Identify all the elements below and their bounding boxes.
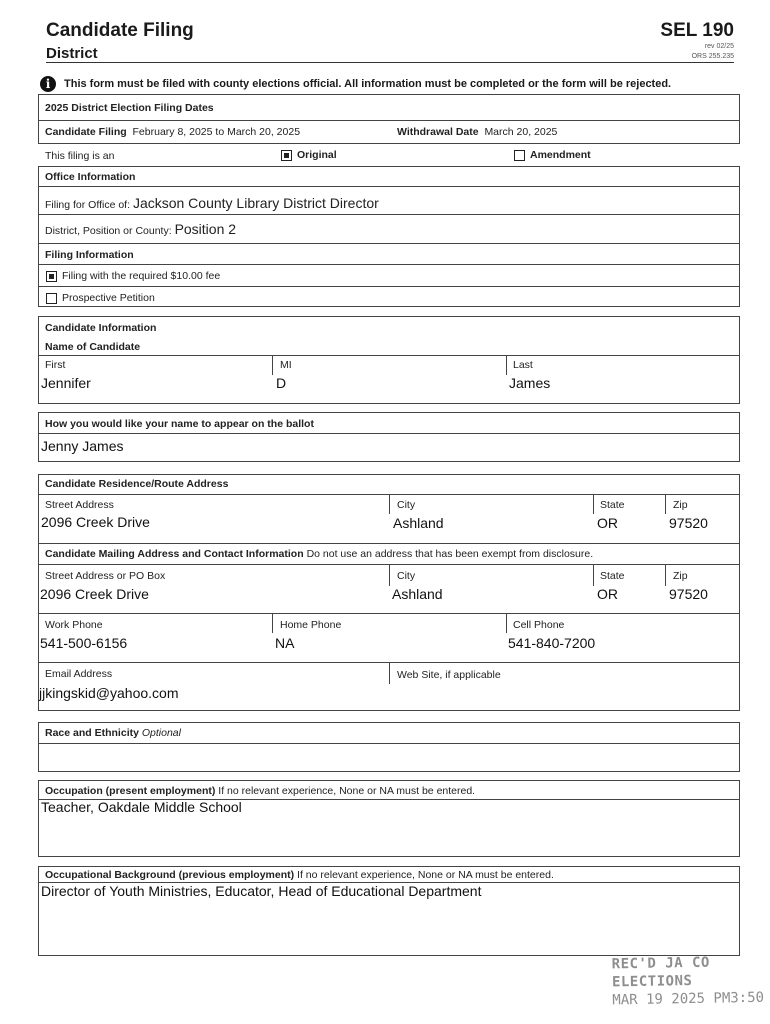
original-option[interactable] — [281, 149, 337, 161]
mailing-city-value[interactable]: Ashland — [392, 586, 443, 602]
mailing-heading-row — [45, 548, 593, 560]
divider — [38, 355, 740, 356]
cell-phone-label: Cell Phone — [513, 619, 565, 631]
office-heading: Office Information — [45, 171, 136, 183]
occupation-note: If no relevant experience, None or NA must be entered. — [218, 785, 476, 797]
original-checkbox[interactable] — [281, 150, 292, 161]
divider — [38, 243, 740, 244]
divider — [665, 564, 666, 586]
mailing-zip-value[interactable]: 97520 — [669, 586, 708, 602]
residence-zip-value[interactable]: 97520 — [669, 515, 708, 531]
district-label: District, Position or County: — [45, 225, 172, 237]
divider — [38, 286, 740, 287]
stamp-line-2: MAR 19 2025 PM3:50 — [612, 989, 765, 1009]
first-name-value[interactable]: Jennifer — [41, 375, 91, 391]
divider — [665, 494, 666, 514]
divider — [389, 494, 390, 514]
cell-phone-value[interactable]: 541-840-7200 — [508, 635, 596, 651]
residence-state-value[interactable]: OR — [597, 515, 618, 531]
background-heading-row — [45, 869, 554, 881]
divider — [38, 306, 740, 307]
occupation-heading: Occupation (present employment) — [45, 785, 216, 797]
divider — [506, 613, 507, 633]
mailing-state-label: State — [600, 570, 625, 582]
mailing-heading: Candidate Mailing Address and Contact Information — [45, 548, 304, 560]
divider — [38, 264, 740, 265]
work-phone-label: Work Phone — [45, 619, 103, 631]
petition-checkbox[interactable] — [46, 293, 57, 304]
residence-zip-label: Zip — [673, 499, 688, 511]
office-label: Filing for Office of: — [45, 199, 131, 211]
notice-text: This form must be filed with county elections official. All information must be completed or the form will be rejected. — [64, 78, 672, 90]
withdrawal-row — [397, 126, 557, 138]
divider — [389, 662, 390, 684]
fee-label: Filing with the required $10.00 fee — [62, 270, 221, 282]
filing-info-heading: Filing Information — [45, 249, 134, 261]
candidate-filing-row — [45, 126, 300, 138]
office-value: Jackson County Library District Director — [132, 195, 379, 211]
race-heading-row — [45, 727, 181, 739]
residence-city-label: City — [397, 499, 416, 511]
mi-label: MI — [280, 359, 292, 371]
ballot-name-heading: How you would like your name to appear on the ballot — [45, 418, 314, 430]
name-heading: Name of Candidate — [45, 341, 141, 353]
candidate-filing-label: Candidate Filing — [45, 126, 127, 138]
residence-street-value[interactable]: 2096 Creek Drive — [41, 514, 150, 530]
divider — [593, 564, 594, 586]
website-label: Web Site, if applicable — [397, 669, 501, 681]
background-value[interactable]: Director of Youth Ministries, Educator, Head of Educational Department — [41, 883, 482, 899]
form-subtitle: District — [46, 45, 98, 62]
divider — [38, 433, 740, 434]
last-name-value[interactable]: James — [509, 375, 551, 391]
residence-city-value[interactable]: Ashland — [393, 515, 444, 531]
residence-state-label: State — [600, 499, 625, 511]
divider — [272, 613, 273, 633]
divider — [38, 613, 740, 614]
candidate-heading: Candidate Information — [45, 322, 157, 334]
notice — [40, 76, 671, 92]
divider — [506, 355, 507, 375]
amendment-label: Amendment — [530, 149, 591, 161]
form-number: SEL 190 — [660, 20, 734, 41]
ballot-name-value[interactable]: Jenny James — [41, 438, 124, 454]
divider — [389, 564, 390, 586]
home-phone-label: Home Phone — [280, 619, 342, 631]
mi-value[interactable]: D — [276, 375, 287, 391]
original-label: Original — [297, 149, 337, 161]
office-field[interactable] — [45, 195, 379, 211]
stamp-line-1: REC'D JA CO ELECTIONS — [611, 954, 711, 991]
residence-heading: Candidate Residence/Route Address — [45, 478, 229, 490]
first-name-label: First — [45, 359, 66, 371]
district-value: Position 2 — [174, 221, 237, 237]
fee-option[interactable] — [46, 270, 220, 282]
work-phone-value[interactable]: 541-500-6156 — [40, 635, 128, 651]
form-revision — [692, 42, 734, 62]
divider — [593, 494, 594, 514]
email-label: Email Address — [45, 668, 113, 680]
background-heading: Occupational Background (previous employment) — [45, 869, 295, 881]
mailing-street-value[interactable]: 2096 Creek Drive — [40, 586, 149, 602]
divider — [38, 120, 740, 121]
fee-checkbox[interactable] — [46, 271, 57, 282]
info-icon: i — [40, 76, 56, 92]
statute-text: ORS 255.235 — [691, 53, 734, 60]
petition-label: Prospective Petition — [62, 292, 155, 304]
divider — [272, 355, 273, 375]
filing-type-label: This filing is an — [45, 150, 115, 162]
last-name-label: Last — [513, 359, 533, 371]
divider — [38, 743, 740, 744]
occupation-value[interactable]: Teacher, Oakdale Middle School — [41, 799, 242, 815]
petition-option[interactable] — [46, 292, 155, 304]
district-field[interactable] — [45, 221, 236, 237]
withdrawal-value: March 20, 2025 — [484, 126, 558, 138]
header-rule — [46, 62, 734, 63]
amendment-option[interactable] — [514, 149, 591, 161]
amendment-checkbox[interactable] — [514, 150, 525, 161]
home-phone-value[interactable]: NA — [275, 635, 295, 651]
mailing-city-label: City — [397, 570, 416, 582]
residence-street-label: Street Address — [45, 499, 114, 511]
mailing-zip-label: Zip — [673, 570, 688, 582]
occupation-heading-row — [45, 785, 475, 797]
mailing-street-label: Street Address or PO Box — [45, 570, 166, 582]
revision-text: rev 02/25 — [704, 43, 734, 50]
received-stamp — [612, 953, 770, 1010]
mailing-state-value[interactable]: OR — [597, 586, 618, 602]
divider — [38, 186, 740, 187]
background-note: If no relevant experience, None or NA must be entered. — [297, 869, 554, 881]
race-heading: Race and Ethnicity — [45, 727, 139, 739]
divider — [38, 214, 740, 215]
email-value[interactable]: jjkingskid@yahoo.com — [39, 685, 179, 701]
filing-dates-heading: 2025 District Election Filing Dates — [45, 102, 214, 114]
candidate-filing-value: February 8, 2025 to March 20, 2025 — [132, 126, 301, 138]
form-title: Candidate Filing — [46, 20, 194, 41]
mailing-heading-note: Do not use an address that has been exempt from disclosure. — [306, 548, 594, 560]
withdrawal-label: Withdrawal Date — [397, 126, 479, 138]
race-optional: Optional — [141, 727, 181, 739]
